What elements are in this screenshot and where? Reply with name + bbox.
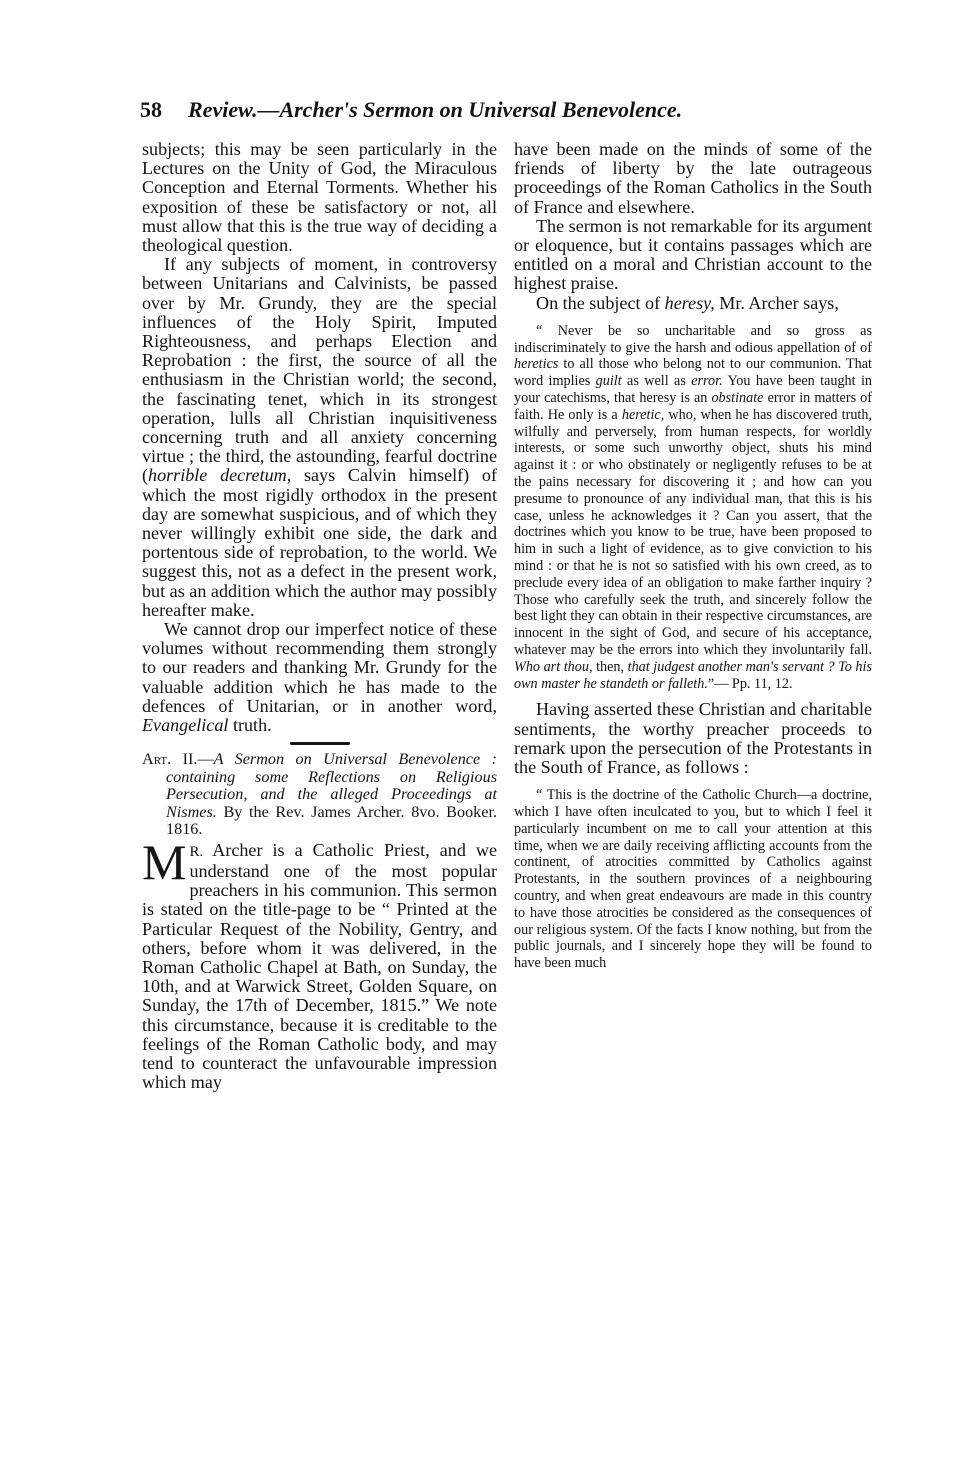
left-column [142, 140, 497, 1092]
paragraph [142, 620, 497, 735]
text-run: If any subjects of moment, in controversy between Unitarians and Calvinists, be passed over by Mr. Grundy, they are the special influences of the Holy Spirit, Imputed Righteousness, and perhaps Election and Reprobation : the first, the source of all the enthusiasm in the Christian world; the second, the fascinating tenet, which in its strongest operation, lulls all Christian inquisitiveness concerning truth and all anxiety concerning virtue ; the third, the astounding, fearful doctrine ( [142, 254, 497, 486]
paragraph [142, 833, 497, 1093]
text-run: who, when he has discovered truth, wilfully and perversely, from human respects, for worldly interests, or some such unworthy object, shuts his mind against it : or who obstinately or negligently refuses to be at the pains necessary for discovering it ; and how can you presume to pronounce of any individual man, that this is his case, unless he acknowledges it ? Can you assert, that the doctrines which you know to be true, have been proposed to him in such a light of evidence, as to give conviction to his mind : or that he is not so satisfied with his own creed, as to preclude every idea of an obligation to make farther inquiry ? Those who carefully seek the truth, and sincerely follow the best light they can obtain in their respective circumstances, are innocent in the sight of God, and secure of his acceptance, whatever may be the errors into which they involuntarily fall. [514, 406, 872, 658]
text-run: “ Never be so uncharitable and so gross as indiscriminately to give the harsh and odious appellation of of [514, 322, 872, 356]
emphasis: that judgest another man's servant ? To his own master he standeth or falleth. [514, 658, 872, 692]
quote-citation: ”— Pp. 11, 12. [707, 675, 793, 692]
paragraph: have been made on the minds of some of the friends of liberty by the late outrageous proceedings of the Roman Catholics in the South of France and elsewhere. [514, 139, 872, 217]
text-run: to all those who belong not to our communion. That word implies [514, 356, 872, 390]
right-column [514, 140, 872, 980]
article-heading [142, 751, 497, 839]
emphasis: heretic, [621, 406, 665, 423]
text-run: says Calvin himself) of which the most rigidly orthodox in the present day are somewhat suspicious, and of which they never willingly exhibit one side, the dark and portentous side of reprobation, to the world. We suggest this, not as a defect in the present work, but as an addition which the author may possibly hereafter make. [142, 465, 497, 620]
running-title: Review.—Archer's Sermon on Universal Benevolence. [188, 97, 683, 122]
text-run: On the subject of [536, 292, 665, 313]
text-run: Mr. Archer says, [714, 292, 839, 313]
text-run: error in matters of faith. He only is a [514, 390, 872, 423]
emphasis: Evangelical [142, 715, 229, 736]
paragraph: subjects; this may be seen particularly in the Lectures on the Unity of God, the Miraculous Conception and Eternal Torments. Whether his exposition of these be satisfactory or not, all must allow that this is the true way of deciding a theological question. [142, 139, 497, 256]
drop-cap: M [142, 833, 187, 890]
emphasis: heresy, [664, 292, 715, 313]
first-word: R. [189, 843, 204, 860]
block-quote [514, 323, 872, 693]
page-number: 58 [140, 97, 162, 122]
article-title: A Sermon on Universal Benevolence : containing some Reflections on Religious Persecution, and the alleged Proceedings at Nismes. [166, 750, 498, 821]
paragraph: Having asserted these Christian and charitable sentiments, the worthy preacher proceeds to remark upon the persecution of the Protestants in the South of France, as follows : [514, 699, 872, 777]
latin-phrase: horrible decretum, [148, 465, 292, 486]
emphasis: error. [691, 373, 723, 390]
page-header [140, 90, 860, 130]
emphasis: Who art thou, [514, 658, 593, 675]
paragraph: The sermon is not remarkable for its argument or eloquence, but it contains passages which are entitled on a moral and Christian account to the highest praise. [514, 215, 872, 294]
paragraph [514, 294, 872, 313]
emphasis: heretics [514, 356, 559, 373]
emphasis: obstinate [711, 390, 764, 407]
text-run: We cannot drop our imperfect notice of these volumes without recommending them strongly to our readers and thanking Mr. Grundy for the valuable addition which he has made to the defences of Unitarian, or in another word, [142, 619, 497, 716]
text-run: then, [592, 658, 628, 675]
emphasis: guilt [595, 373, 622, 390]
block-quote: “ This is the doctrine of the Catholic Church—a doctrine, which I have often inculcated to you, but to which I feel it particularly incumbent on me to call your attention at this time, when we are daily receiving afflicting accounts from the continent, of atrocities committed by Catholics against Protestants, in the southern provinces of a neighbouring country, and when great endeavours are made in this country to have those atrocities be considered as the consequences of our religious system. Of the facts I know nothing, but from the public journals, and I sincerely hope they will be found to have been much [514, 787, 872, 972]
section-divider [290, 742, 350, 745]
paragraph [142, 255, 497, 620]
article-byline: By the Rev. James Archer. 8vo. Booker. 1816. [166, 802, 497, 839]
text-run: truth. [228, 715, 272, 736]
text-run: as well as [621, 373, 692, 390]
text-run: You have been taught in your catechisms, that heresy is an [514, 373, 872, 407]
text-run: Archer is a Catholic Priest, and we understand one of the most popular preachers in his communion. This sermon is stated on the title-page to be “ Printed at the Particular Request of the Nobility, Gentry, and others, before whom it was delivered, in the Roman Catholic Chapel at Bath, on Sunday, the 10th, and at Warwick Street, Golden Square, on Sunday, the 17th of December, 1815.” We note this circumstance, because it is creditable to the feelings of the Roman Catholic body, and may tend to counteract the unfavourable impression which may [142, 839, 497, 1093]
article-label: Art. II.— [142, 750, 214, 769]
